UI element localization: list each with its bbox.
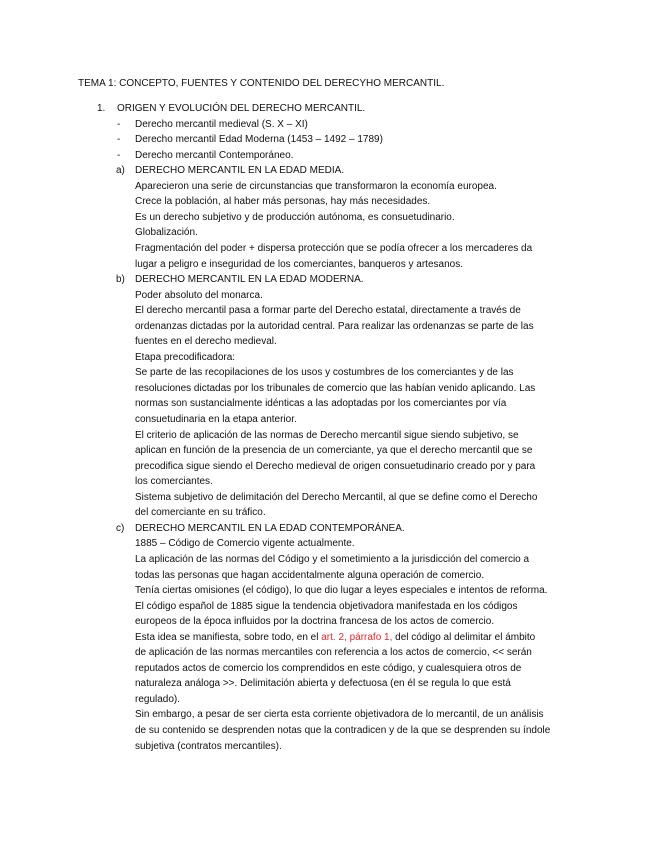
- paragraph-line: [135, 241, 532, 257]
- paragraph-line: [135, 210, 455, 226]
- text-run: del comerciante en su tráfico.: [135, 507, 266, 519]
- text-run: de su contenido se desprenden notas que la contradicen y de la que se desprenden su índole: [135, 725, 551, 736]
- paragraph-line: [135, 583, 547, 599]
- highlighted-reference: art. 2, párrafo 1,: [321, 631, 393, 643]
- section-heading: [135, 272, 364, 288]
- paragraph-line: [135, 257, 463, 273]
- paragraph-line: [135, 459, 535, 475]
- text-run: Etapa precodificadora:: [135, 351, 236, 363]
- text-run: aplican en función de la presencia de un comerciante, ya que el derecho mercantil que se: [135, 445, 533, 457]
- paragraph-line: [135, 723, 550, 739]
- text-run: Esta idea se manifiesta, sobre todo, en el: [135, 631, 322, 643]
- text-run: Derecho mercantil medieval (S. X – XI): [135, 118, 308, 130]
- paragraph-line: [135, 552, 529, 568]
- paragraph-line: [135, 225, 198, 241]
- text-run: Fragmentación del poder + dispersa protección que se podía ofrecer a los mercaderes da: [135, 242, 533, 254]
- paragraph-line: [135, 707, 544, 723]
- section-heading: [117, 101, 365, 117]
- paragraph-line: [135, 319, 534, 335]
- list-item: [135, 117, 308, 133]
- text-run: ORIGEN Y EVOLUCIÓN DEL DERECHO MERCANTIL.: [117, 103, 366, 114]
- text-run: Es un derecho subjetivo y de producción autónoma, es consuetudinario.: [135, 211, 455, 223]
- list-marker: -: [117, 134, 121, 146]
- text-run: Tenía ciertas omisiones (el código), lo que dio lugar a leyes especiales e intentos de reforma.: [135, 585, 548, 597]
- paragraph-line: [135, 396, 506, 412]
- paragraph-line: [135, 505, 266, 521]
- paragraph-line: [135, 194, 430, 210]
- text-run: normas son sustancialmente idénticas a las adoptadas por los comerciantes por vía: [135, 398, 507, 410]
- text-run: Poder absoluto del monarca.: [135, 289, 263, 301]
- paragraph-line: [135, 350, 235, 366]
- paragraph-line: [135, 412, 297, 428]
- text-run: Sin embargo, a pesar de ser cierta esta corriente objetivadora de lo mercantil, de un análisis: [135, 709, 544, 721]
- list-marker: -: [117, 118, 121, 130]
- paragraph-line: [135, 739, 282, 755]
- paragraph-line: [135, 443, 532, 459]
- text-run: 1885 – Código de Comercio vigente actualmente.: [135, 538, 355, 550]
- text-run: naturaleza análoga >>. Delimitación abierta y defectuosa (en él se regula lo que está: [135, 678, 511, 690]
- paragraph-line: [135, 179, 497, 195]
- text-run: precodifica sigue siendo el Derecho medieval de origen consuetudinario creado por y para: [135, 460, 536, 472]
- text-run: Crece la población, al haber más personas, hay más necesidades.: [135, 196, 431, 208]
- text-run: DERECHO MERCANTIL EN LA EDAD MODERNA.: [135, 274, 364, 286]
- text-run: Globalización.: [135, 227, 198, 239]
- section-heading: [135, 163, 344, 179]
- list-marker: b): [116, 274, 125, 286]
- text-run: Se parte de las recopilaciones de los usos y costumbres de los comerciantes y de las: [135, 367, 514, 379]
- text-run: Derecho mercantil Edad Moderna (1453 – 1492 – 1789): [135, 134, 383, 146]
- list-marker: c): [116, 522, 125, 534]
- paragraph-line: [135, 536, 355, 552]
- text-run: El criterio de aplicación de las normas de Derecho mercantil sigue siendo subjetivo, se: [135, 429, 519, 441]
- section-heading: [135, 521, 405, 537]
- text-run: de aplicación de las normas mercantiles con referencia a los actos de comercio, << serán: [135, 647, 532, 659]
- text-run: reputados actos de comercio los comprendidos en este código, y cualesquiera otros de: [135, 662, 522, 674]
- paragraph-line: [135, 645, 532, 661]
- text-run: DERECHO MERCANTIL EN LA EDAD MEDIA.: [135, 165, 345, 177]
- text-run: del código al delimitar el ámbito: [392, 631, 536, 643]
- paragraph-line: [135, 568, 484, 584]
- text-run: consuetudinaria en la etapa anterior.: [135, 414, 297, 425]
- text-run: todas las personas que hagan accidentalmente alguna operación de comercio.: [135, 569, 485, 581]
- text-run: regulado).: [135, 693, 181, 705]
- list-marker: -: [117, 149, 121, 161]
- text-run: DERECHO MERCANTIL EN LA EDAD CONTEMPORÁNEA.: [135, 522, 405, 534]
- paragraph-line: [135, 381, 535, 397]
- text-run: El código español de 1885 sigue la tendencia objetivadora manifestada en los códigos: [135, 600, 518, 612]
- text-run: los comerciantes.: [135, 476, 213, 488]
- paragraph-line: [135, 303, 521, 319]
- paragraph-line: [135, 365, 514, 381]
- paragraph-line: [135, 692, 180, 708]
- paragraph-line: [135, 334, 277, 350]
- text-run: resoluciones dictadas por los tribunales de comercio que las habían venido aplicando. Las: [135, 382, 536, 394]
- list-marker: a): [116, 165, 125, 177]
- text-run: fuentes en el derecho medieval.: [135, 336, 277, 348]
- paragraph-line: [135, 630, 535, 646]
- paragraph-line: [135, 490, 537, 506]
- paragraph-line: [135, 288, 263, 304]
- text-run: La aplicación de las normas del Código y el sometimiento a la jurisdicción del comercio a: [135, 553, 530, 565]
- paragraph-line: [135, 474, 213, 490]
- paragraph-line: [135, 661, 521, 677]
- list-marker: 1.: [97, 103, 106, 114]
- list-item: [135, 148, 293, 164]
- paragraph-line: [135, 614, 494, 630]
- list-item: [135, 132, 383, 148]
- text-run: ordenanzas dictadas por la autoridad central. Para realizar las ordenanzas se parte de las: [135, 320, 534, 332]
- text-run: El derecho mercantil pasa a formar parte del Derecho estatal, directamente a través de: [135, 305, 521, 317]
- paragraph-line: [135, 428, 519, 444]
- text-run: Derecho mercantil Contemporáneo.: [135, 149, 294, 161]
- text-run: europeos de la época influidos por la doctrina francesa de los actos de comercio.: [135, 616, 495, 628]
- text-run: lugar a peligro e inseguridad de los comerciantes, banqueros y artesanos.: [135, 258, 463, 270]
- text-run: subjetiva (contratos mercantiles).: [135, 740, 282, 752]
- document-title: TEMA 1: CONCEPTO, FUENTES Y CONTENIDO DEL DERECYHO MERCANTIL.: [78, 78, 445, 89]
- text-run: Aparecieron una serie de circunstancias que transformaron la economía europea.: [135, 180, 497, 192]
- text-run: Sistema subjetivo de delimitación del Derecho Mercantil, al que se define como el Derecho: [135, 491, 538, 503]
- paragraph-line: [135, 676, 511, 692]
- paragraph-line: [135, 599, 518, 615]
